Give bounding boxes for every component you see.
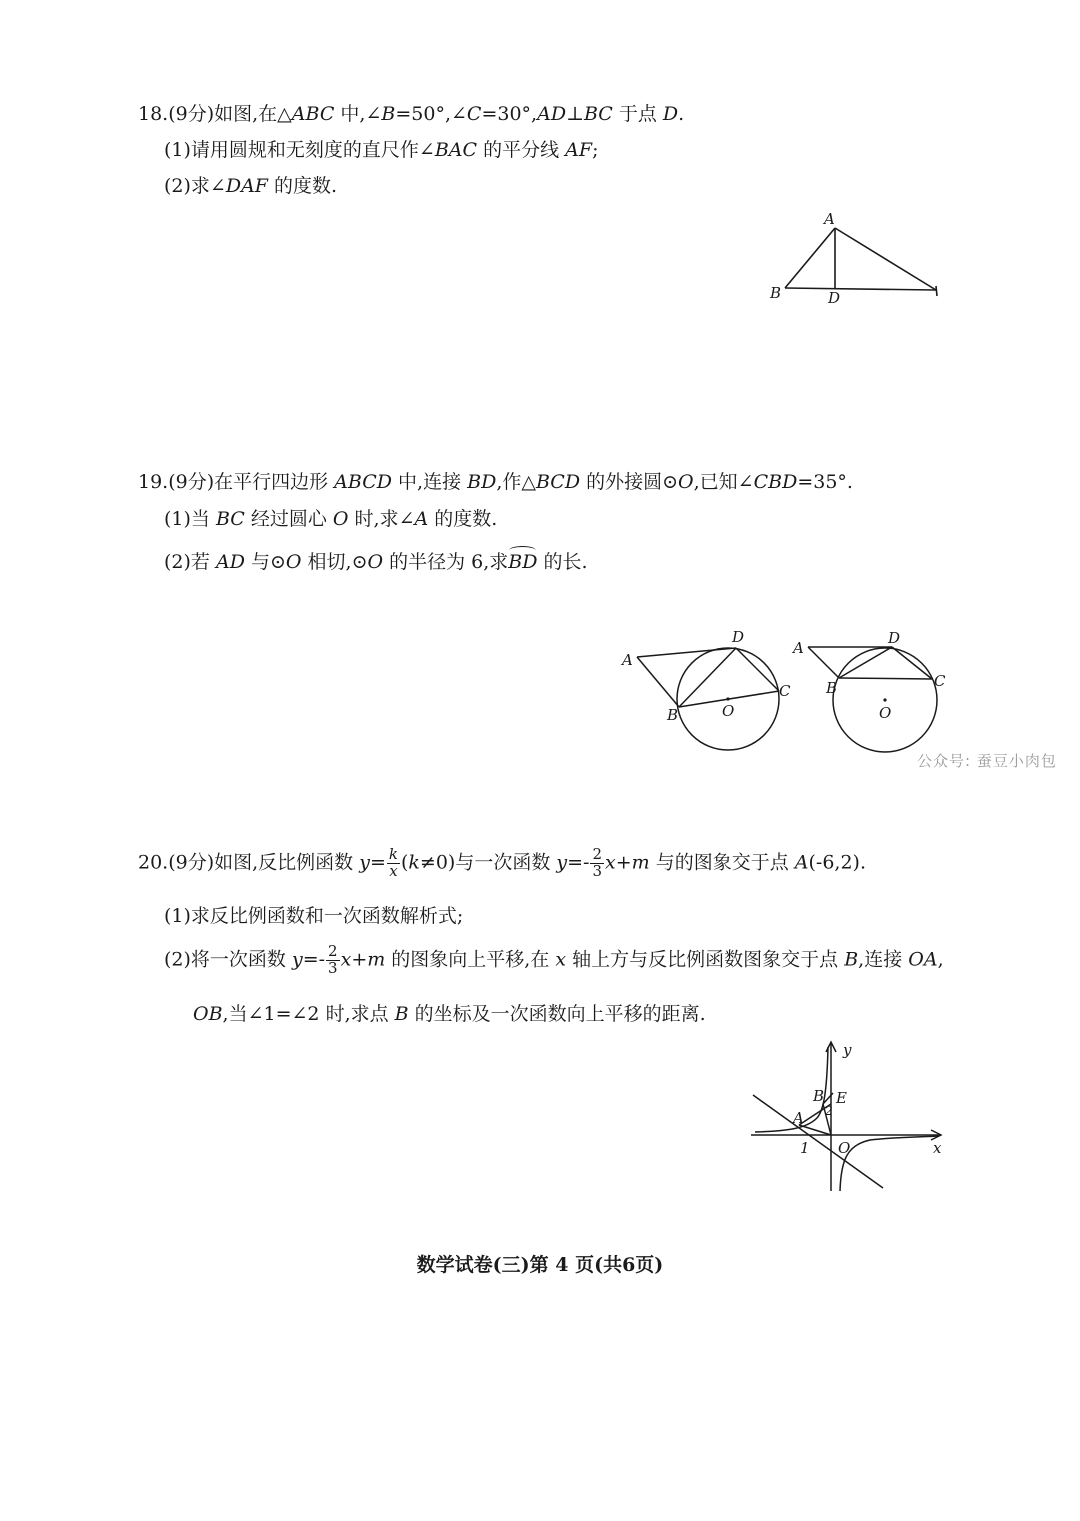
q19-fig2-dc: [892, 647, 932, 679]
q20-label-x: x: [933, 1139, 942, 1157]
q19-fig1-center-dot: [726, 697, 729, 700]
q19-fig1-label-a: A: [622, 651, 633, 669]
q19-part1: (1)当 BC 经过圆心 O 时,求∠A 的度数.: [164, 508, 498, 530]
q19-fig2-bc: [839, 678, 932, 679]
q19-title: 19.(9分)在平行四边形 ABCD 中,连接 BD,作△BCD 的外接圆⊙O,已知∠CBD=35°.: [138, 471, 853, 493]
q18-label-b: B: [770, 284, 782, 302]
q19-fig2-label-d: D: [888, 629, 901, 647]
q18-label-d: D: [828, 289, 841, 307]
q20-label-b: B: [813, 1087, 825, 1105]
q20-label-e: E: [836, 1089, 847, 1107]
q20-title: 20.(9分)如图,反比例函数 y= $\frac{k}{x}$ (k≠0)与一次函数 y=- $\frac{2}{3}$ x+m 与的图象交于点 A(-6,2).: [138, 845, 867, 880]
q20-hyperbola-branch-2: [840, 1136, 939, 1191]
q18-part1: (1)请用圆规和无刻度的直尺作∠BAC 的平分线 AF;: [164, 139, 599, 161]
q19-fig2-ab: [808, 647, 839, 678]
q19-figure-1: [615, 620, 795, 760]
q20-label-a: A: [793, 1109, 804, 1127]
q20-label-2: 2: [825, 1104, 833, 1118]
q18-side-bc: [785, 288, 936, 290]
arc-bd: BD: [508, 551, 538, 573]
q20-label-1: 1: [800, 1139, 810, 1157]
watermark: 公众号: 蚕豆小肉包: [917, 752, 1057, 770]
q19-part2: (2)若 AD 与⊙O 相切,⊙O 的半径为 6,求BD 的长.: [164, 551, 588, 573]
page-footer: 数学试卷(三)第 4 页(共6页): [416, 1254, 664, 1276]
q18-label-a: A: [824, 210, 835, 228]
q19-fig2-label-a: A: [793, 639, 804, 657]
q19-fig1-label-d: D: [732, 628, 745, 646]
q20-part2-fraction: $\frac{2}{3}$: [328, 942, 338, 977]
q19-fig1-ad: [637, 648, 736, 657]
q20-label-y: y: [843, 1041, 852, 1059]
q19-fig2-label-o: O: [879, 704, 892, 722]
q19-fig1-label-o: O: [722, 702, 735, 720]
q20-fraction-k-over-x: $\frac{k}{x}$: [388, 845, 398, 880]
q18-side-ac: [835, 228, 936, 290]
q18-part2: (2)求∠DAF 的度数.: [164, 175, 338, 197]
q18-title: 18.(9分)如图,在△ABC 中,∠B=50°,∠C=30°,AD⊥BC 于点 D.: [138, 103, 685, 125]
q19-fig1-label-b: B: [667, 706, 679, 724]
q20-fraction-2-over-3: $\frac{2}{3}$: [592, 845, 602, 880]
q18-side-ab: [785, 228, 835, 288]
q18-triangle-figure: [760, 200, 960, 310]
q19-fig1-ab: [637, 657, 679, 707]
q20-label-o: O: [838, 1139, 851, 1157]
q20-part2-cont: OB,当∠1=∠2 时,求点 B 的坐标及一次函数向上平移的距离.: [193, 1003, 706, 1025]
q19-fig2-center-dot: [883, 698, 886, 701]
q18-tick-c: [936, 286, 937, 296]
q20-part1: (1)求反比例函数和一次函数解析式;: [164, 905, 464, 927]
q19-fig2-label-b: B: [826, 679, 838, 697]
q20-graph-figure: [745, 1035, 960, 1200]
q19-figure-2: [790, 620, 960, 760]
q19-fig1-label-c: C: [779, 682, 791, 700]
q19-fig2-label-c: C: [934, 672, 946, 690]
q20-part2: (2)将一次函数 y=- $\frac{2}{3}$ x+m 的图象向上平移,在 x 轴上方与反比例函数图象交于点 B,连接 OA,: [164, 942, 944, 977]
q19-fig1-dc: [736, 648, 779, 691]
